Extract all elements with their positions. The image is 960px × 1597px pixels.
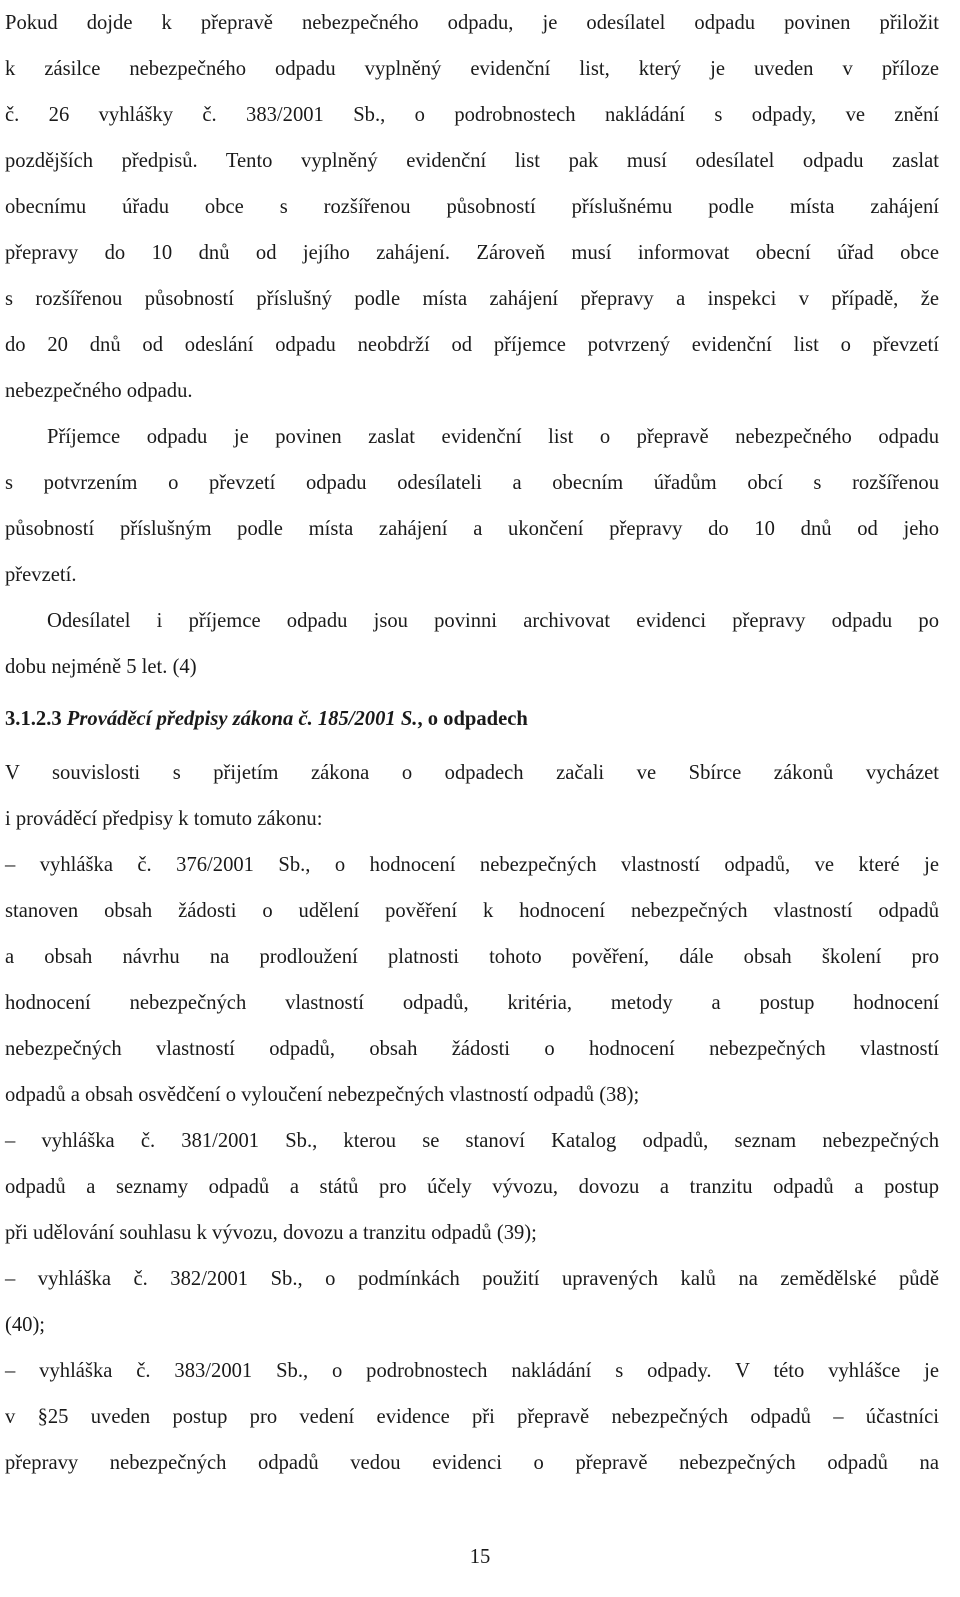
text-line: nebezpečných vlastností odpadů, obsah žádosti o hodnocení nebezpečných vlastností [5, 1038, 939, 1060]
text-line: (40); [5, 1314, 46, 1336]
text-line: odpadů a seznamy odpadů a států pro účely vývozu, dovozu a tranzitu odpadů a postup [5, 1176, 939, 1198]
text-line: v §25 uveden postup pro vedení evidence při přepravě nebezpečných odpadů – účastníci [5, 1406, 939, 1428]
section-title-suffix: , o odpadech [417, 708, 528, 730]
text-line: s rozšířenou působností příslušný podle místa zahájení přepravy a inspekci v případě, že [5, 288, 939, 310]
text-line: přepravy do 10 dnů od jejího zahájení. Zároveň musí informovat obecní úřad obce [5, 242, 939, 264]
text-line: stanoven obsah žádosti o udělení pověření k hodnocení nebezpečných vlastností odpadů [5, 900, 939, 922]
text-line: pozdějších předpisů. Tento vyplněný evidenční list pak musí odesílatel odpadu zaslat [5, 150, 939, 172]
text-line: i prováděcí předpisy k tomuto zákonu: [5, 808, 323, 830]
text-line: – vyhláška č. 381/2001 Sb., kterou se stanoví Katalog odpadů, seznam nebezpečných [5, 1130, 939, 1152]
text-line: – vyhláška č. 382/2001 Sb., o podmínkách použití upravených kalů na zemědělské půdě [5, 1268, 939, 1290]
text-line: Pokud dojde k přepravě nebezpečného odpadu, je odesílatel odpadu povinen přiložit [5, 12, 939, 34]
text-line: převzetí. [5, 564, 77, 586]
text-line: Odesílatel i příjemce odpadu jsou povinni archivovat evidenci přepravy odpadu po [47, 610, 939, 632]
text-line: č. 26 vyhlášky č. 383/2001 Sb., o podrobnostech nakládání s odpady, ve znění [5, 104, 939, 126]
text-line: V souvislosti s přijetím zákona o odpadech začali ve Sbírce zákonů vycházet [5, 762, 939, 784]
text-line: hodnocení nebezpečných vlastností odpadů, kritéria, metody a postup hodnocení [5, 992, 939, 1014]
section-heading [5, 696, 528, 742]
text-line: k zásilce nebezpečného odpadu vyplněný evidenční list, který je uveden v příloze [5, 58, 939, 80]
section-title: Prováděcí předpisy zákona č. 185/2001 S. [66, 708, 418, 730]
text-line: při udělování souhlasu k vývozu, dovozu a tranzitu odpadů (39); [5, 1222, 537, 1244]
text-line: – vyhláška č. 376/2001 Sb., o hodnocení nebezpečných vlastností odpadů, ve které je [5, 854, 939, 876]
text-line: nebezpečného odpadu. [5, 380, 193, 402]
text-line: – vyhláška č. 383/2001 Sb., o podrobnostech nakládání s odpady. V této vyhlášce je [5, 1360, 939, 1382]
text-line: dobu nejméně 5 let. (4) [5, 656, 197, 678]
section-number: 3.1.2.3 [5, 708, 62, 730]
text-line: odpadů a obsah osvědčení o vyloučení nebezpečných vlastností odpadů (38); [5, 1084, 640, 1106]
text-line: s potvrzením o převzetí odpadu odesílateli a obecním úřadům obcí s rozšířenou [5, 472, 939, 494]
text-line: působností příslušným podle místa zahájení a ukončení přepravy do 10 dnů od jeho [5, 518, 939, 540]
page-number: 15 [469, 1546, 491, 1568]
text-line: do 20 dnů od odeslání odpadu neobdrží od příjemce potvrzený evidenční list o převzetí [5, 334, 939, 356]
text-line: přepravy nebezpečných odpadů vedou evidenci o přepravě nebezpečných odpadů na [5, 1452, 939, 1474]
text-line: Příjemce odpadu je povinen zaslat evidenční list o přepravě nebezpečného odpadu [47, 426, 939, 448]
text-line: obecnímu úřadu obce s rozšířenou působností příslušnému podle místa zahájení [5, 196, 939, 218]
text-line: a obsah návrhu na prodloužení platnosti tohoto pověření, dále obsah školení pro [5, 946, 939, 968]
